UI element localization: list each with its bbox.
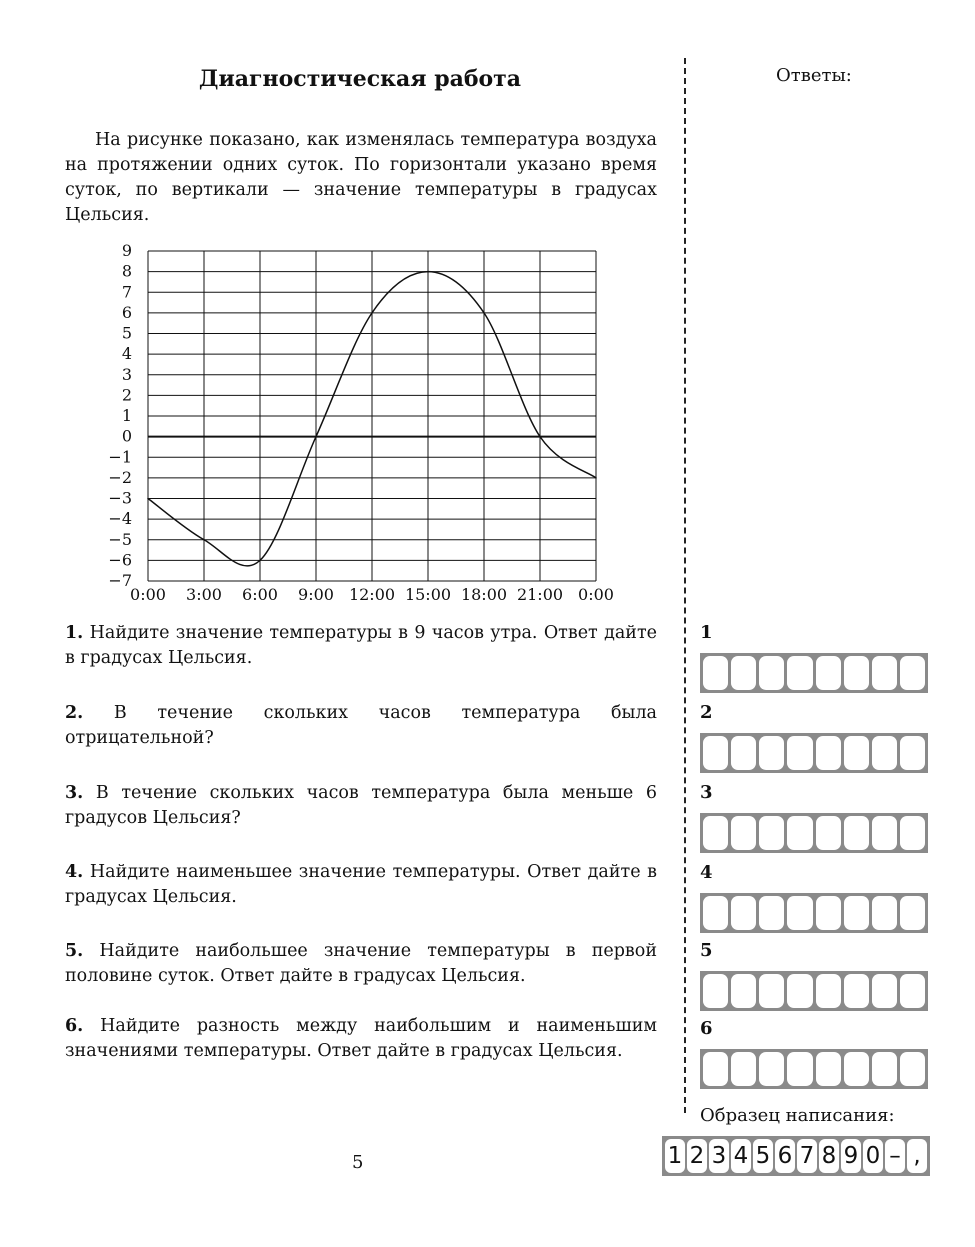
y-tick-label: 0 [121, 426, 132, 446]
answer-cell[interactable] [900, 656, 925, 690]
answer-cell[interactable] [787, 816, 812, 850]
x-tick-label: 21:00 [516, 585, 564, 604]
y-tick-label: −6 [108, 550, 132, 570]
answer-cell[interactable] [759, 816, 784, 850]
answer-cell[interactable] [759, 656, 784, 690]
data-point [595, 477, 597, 479]
data-point [371, 312, 373, 314]
answer-cell[interactable] [759, 974, 784, 1008]
sample-char: 4 [731, 1139, 751, 1173]
y-tick-label: −2 [108, 467, 132, 487]
y-tick-label: −3 [108, 488, 132, 508]
answer-cell[interactable] [872, 816, 897, 850]
answer-cell[interactable] [731, 1052, 756, 1086]
answer-cell[interactable] [872, 736, 897, 770]
page-title: Диагностическая работа [198, 66, 522, 92]
answer-cell[interactable] [759, 736, 784, 770]
answer-cell[interactable] [759, 1052, 784, 1086]
question-6 [65, 1014, 657, 1064]
answer-grid-5[interactable] [700, 971, 928, 1011]
answer-cell[interactable] [844, 1052, 869, 1086]
data-point [483, 312, 485, 314]
answer-label-6: 6 [700, 1018, 713, 1039]
answer-cell[interactable] [816, 896, 841, 930]
y-tick-label: 4 [121, 344, 132, 364]
answer-cell[interactable] [703, 896, 728, 930]
answer-cell[interactable] [816, 816, 841, 850]
sample-char: 0 [863, 1139, 883, 1173]
answer-cell[interactable] [731, 816, 756, 850]
answer-cell[interactable] [900, 1052, 925, 1086]
y-tick-label: 7 [121, 282, 132, 302]
answer-cell[interactable] [900, 974, 925, 1008]
answer-cell[interactable] [900, 736, 925, 770]
question-number: 4. [65, 862, 84, 882]
sample-char: 7 [797, 1139, 817, 1173]
sample-char: 6 [775, 1139, 795, 1173]
answer-cell[interactable] [844, 736, 869, 770]
temperature-chart [95, 236, 625, 608]
question-text: В течение скольких часов температура была отрицательной? [65, 703, 657, 748]
answer-label-3: 3 [700, 782, 713, 803]
answer-cell[interactable] [900, 896, 925, 930]
data-point [259, 560, 261, 562]
sample-char: 9 [841, 1139, 861, 1173]
answer-label-4: 4 [700, 862, 713, 883]
answer-grid-2[interactable] [700, 733, 928, 773]
answer-grid-3[interactable] [700, 813, 928, 853]
answer-grid-4[interactable] [700, 893, 928, 933]
question-number: 5. [65, 941, 84, 961]
answer-grid-6[interactable] [700, 1049, 928, 1089]
answer-cell[interactable] [844, 656, 869, 690]
answer-cell[interactable] [816, 974, 841, 1008]
answer-cell[interactable] [872, 1052, 897, 1086]
answer-cell[interactable] [872, 896, 897, 930]
sample-char: 8 [819, 1139, 839, 1173]
cut-line-divider [684, 58, 686, 1113]
answer-grid-1[interactable] [700, 653, 928, 693]
question-3 [65, 781, 657, 831]
x-tick-label: 9:00 [298, 585, 334, 604]
answer-cell[interactable] [816, 736, 841, 770]
y-tick-label: 6 [121, 302, 132, 322]
answer-cell[interactable] [703, 736, 728, 770]
answer-cell[interactable] [759, 896, 784, 930]
x-tick-label: 18:00 [460, 585, 508, 604]
question-number: 6. [65, 1016, 84, 1036]
answer-cell[interactable] [872, 656, 897, 690]
page-number: 5 [352, 1152, 364, 1173]
x-tick-label: 0:00 [578, 585, 614, 604]
sample-char: 1 [665, 1139, 685, 1173]
x-tick-label: 3:00 [186, 585, 222, 604]
question-number: 3. [65, 783, 84, 803]
y-tick-label: 3 [121, 364, 132, 384]
x-tick-label: 6:00 [242, 585, 278, 604]
answer-cell[interactable] [703, 1052, 728, 1086]
answer-cell[interactable] [844, 816, 869, 850]
intro-text: На рисунке показано, как изменялась температура воздуха на протяжении одних суток. По горизонтали указано время суток, по вертикали — значение температуры в градусах Цельсия. [65, 130, 657, 225]
answer-cell[interactable] [787, 736, 812, 770]
sample-char: , [907, 1139, 927, 1173]
answers-title: Ответы: [776, 65, 852, 86]
question-5 [65, 939, 657, 989]
question-1 [65, 621, 657, 671]
sample-char: – [885, 1139, 905, 1173]
answer-cell[interactable] [731, 736, 756, 770]
question-number: 2. [65, 703, 84, 723]
question-4 [65, 860, 657, 910]
answer-cell[interactable] [844, 896, 869, 930]
y-tick-label: 5 [121, 323, 132, 343]
question-text: Найдите наибольшее значение температуры в первой половине суток. Ответ дайте в градусах Цельсия. [65, 941, 657, 986]
sample-char: 5 [753, 1139, 773, 1173]
answer-cell[interactable] [731, 656, 756, 690]
answer-label-1: 1 [700, 622, 713, 643]
y-tick-label: −5 [108, 529, 132, 549]
y-tick-label: −1 [108, 447, 132, 467]
y-tick-label: 9 [121, 241, 132, 260]
answer-cell[interactable] [703, 974, 728, 1008]
answer-cell[interactable] [703, 816, 728, 850]
answer-cell[interactable] [731, 896, 756, 930]
question-number: 1. [65, 623, 84, 643]
sample-char: 2 [687, 1139, 707, 1173]
data-point [427, 271, 429, 273]
question-text: В течение скольких часов температура была меньше 6 градусов Цельсия? [65, 783, 657, 828]
answer-cell[interactable] [816, 1052, 841, 1086]
answer-cell[interactable] [703, 656, 728, 690]
data-point [203, 539, 205, 541]
answer-cell[interactable] [731, 974, 756, 1008]
y-tick-label: 1 [121, 406, 132, 425]
answer-cell[interactable] [816, 656, 841, 690]
answer-label-2: 2 [700, 702, 713, 723]
x-tick-label: 0:00 [130, 585, 166, 604]
answer-cell[interactable] [872, 974, 897, 1008]
answer-cell[interactable] [787, 974, 812, 1008]
data-point [315, 436, 317, 438]
sample-label: Образец написания: [700, 1105, 895, 1126]
data-point [147, 498, 149, 500]
question-text: Найдите значение температуры в 9 часов утра. Ответ дайте в градусах Цельсия. [65, 623, 657, 668]
sample-char: 3 [709, 1139, 729, 1173]
answer-cell[interactable] [787, 1052, 812, 1086]
y-tick-label: 8 [121, 261, 132, 281]
question-2 [65, 701, 657, 751]
y-tick-label: 2 [121, 385, 132, 405]
answer-cell[interactable] [787, 656, 812, 690]
x-tick-label: 12:00 [348, 585, 396, 604]
answer-cell[interactable] [844, 974, 869, 1008]
data-point [539, 436, 541, 438]
y-tick-label: −7 [108, 571, 132, 590]
question-text: Найдите разность между наибольшим и наименьшим значениями температуры. Ответ дайте в градусах Цельсия. [65, 1016, 657, 1061]
answer-cell[interactable] [787, 896, 812, 930]
y-tick-label: −4 [108, 509, 132, 529]
sample-writing [662, 1136, 930, 1176]
answer-cell[interactable] [900, 816, 925, 850]
x-tick-label: 15:00 [404, 585, 452, 604]
answer-label-5: 5 [700, 940, 713, 961]
question-text: Найдите наименьшее значение температуры. Ответ дайте в градусах Цельсия. [65, 862, 657, 907]
